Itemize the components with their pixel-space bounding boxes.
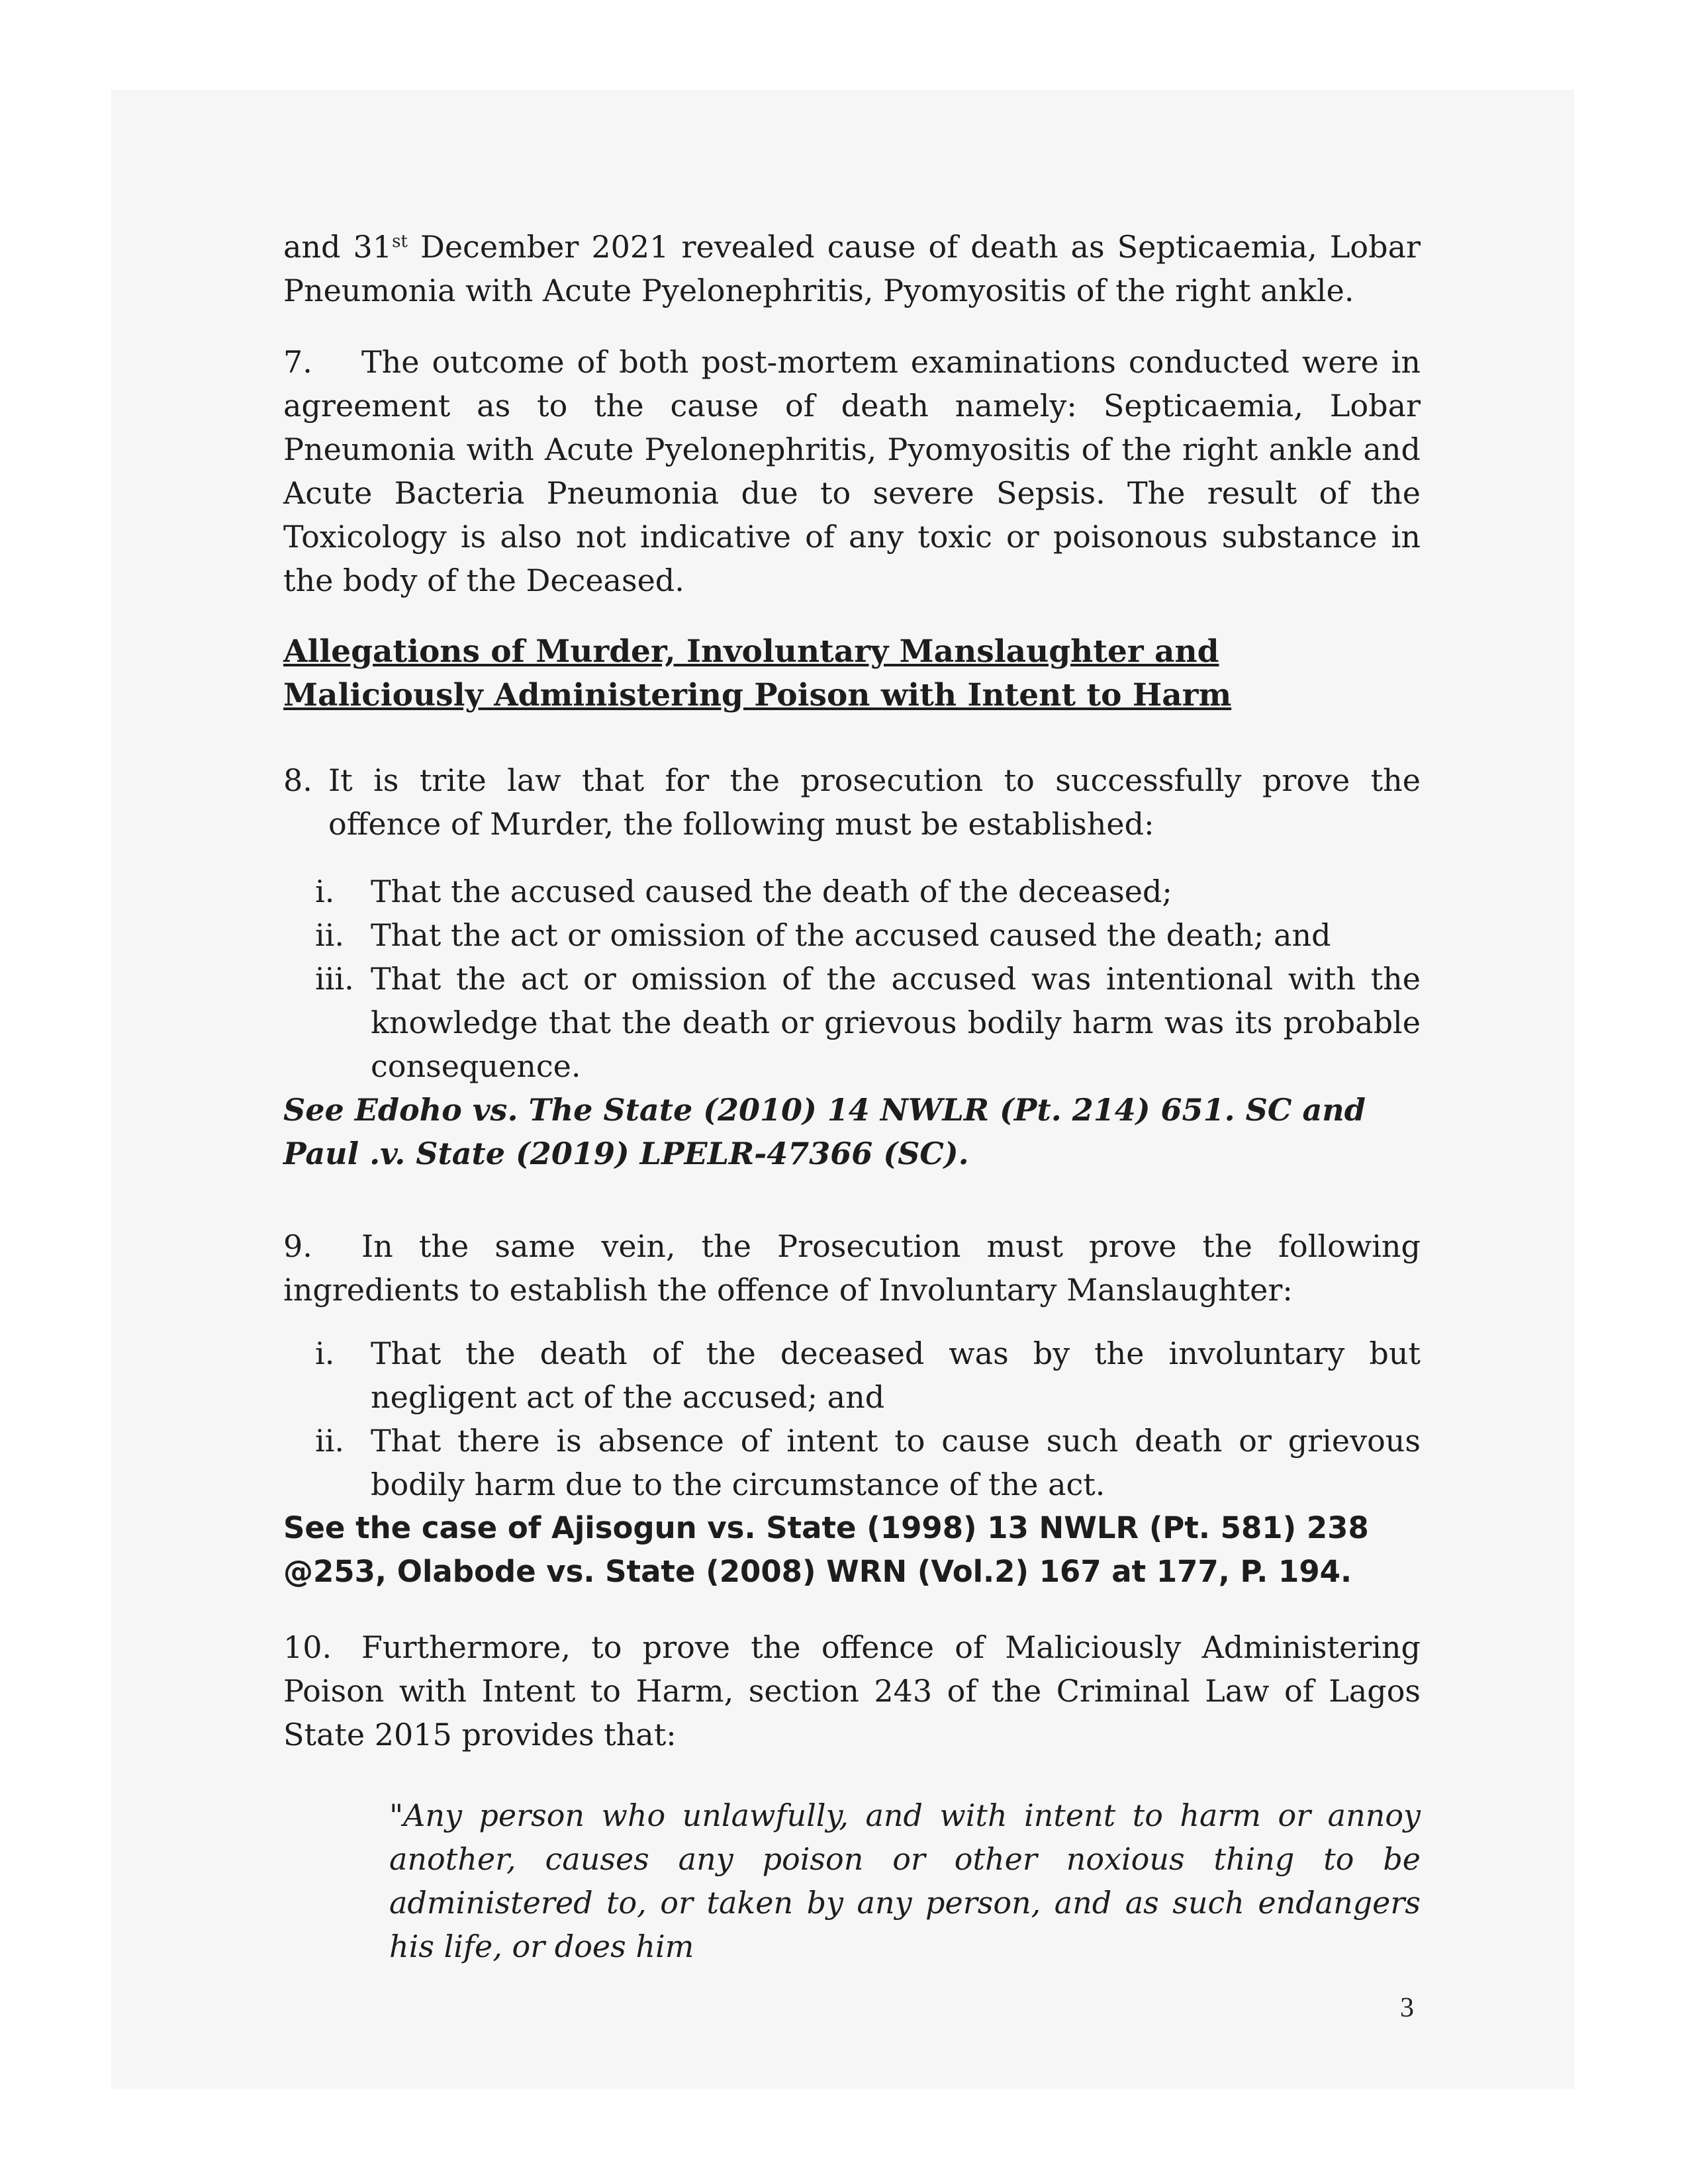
manslaughter-elements-list xyxy=(283,1332,1421,1506)
paragraph-6-continued: and 31st December 2021 revealed cause of death as Septicaemia, Lobar Pneumonia with Acute Pyelonephritis, Pyomyositis of the right ankle. xyxy=(283,229,1421,308)
paragraph-number: 10. xyxy=(283,1629,332,1665)
list-item: iii. That the act or omission of the accused was intentional with the knowledge that the death or grievous bodily harm was its probable consequence. xyxy=(315,961,1421,1084)
paragraph-number: 7. xyxy=(283,344,312,380)
citation-edoho: See Edoho vs. The State (2010) 14 NWLR (Pt. 214) 651. SC and Paul .v. State (2019) LPELR-47366 (SC). xyxy=(283,1092,1366,1171)
page-number: 3 xyxy=(1400,1993,1414,2023)
list-item: ii. That the act or omission of the accused caused the death; and xyxy=(315,917,1331,953)
paragraph-8: 8. It is trite law that for the prosecution to successfully prove the offence of Murder, the following must be established: xyxy=(283,758,1421,846)
list-item: ii. That there is absence of intent to cause such death or grievous bodily harm due to the circumstance of the act. xyxy=(315,1423,1421,1502)
paragraph-number: 8. xyxy=(283,762,312,798)
paragraph-10: 10. Furthermore, to prove the offence of Maliciously Administering Poison with Intent to Harm, section 243 of the Criminal Law of Lagos State 2015 provides that: xyxy=(283,1625,1421,1756)
paragraph-7: 7. The outcome of both post-mortem examinations conducted were in agreement as to the cause of death namely: Septicaemia, Lobar Pneumonia with Acute Pyelonephritis, Pyomyositis of the right ankle and Acute Bacteria Pneumonia due to severe Sepsis. The result of the Toxicology is also not indicative of any toxic or poisonous substance in the body of the Deceased. xyxy=(283,340,1421,602)
list-item: i. That the accused caused the death of the deceased; xyxy=(315,874,1172,909)
murder-elements-list xyxy=(283,870,1421,1088)
document-body xyxy=(283,225,1421,1968)
paragraph-number: 9. xyxy=(283,1228,312,1264)
statute-quote: "Any person who unlawfully, and with intent to harm or annoy another, causes any poison or other noxious thing to be administered to, or taken by any person, and as such endangers his life, or does him xyxy=(389,1797,1421,1964)
paragraph-9: 9. In the same vein, the Prosecution must prove the following ingredients to establish the offence of Involuntary Manslaughter: xyxy=(283,1224,1421,1312)
section-heading: Allegations of Murder, Involuntary Manslaughter and Maliciously Administering Poison with Intent to Harm xyxy=(283,633,1232,713)
citation-ajisogun: See the case of Ajisogun vs. State (1998) 13 NWLR (Pt. 581) 238 @253, Olabode vs. State (2008) WRN (Vol.2) 167 at 177, P. 194. xyxy=(283,1510,1369,1589)
list-item: i. That the death of the deceased was by the involuntary but negligent act of the accused; and xyxy=(315,1336,1421,1415)
